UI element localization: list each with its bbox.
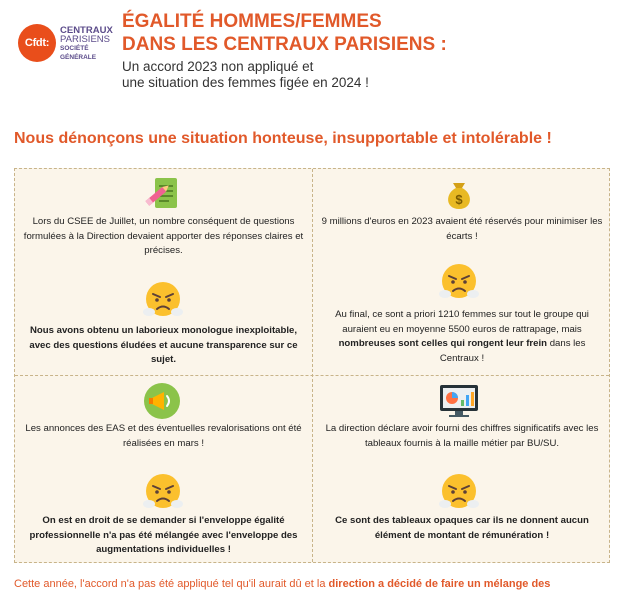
grid-divider-vertical bbox=[312, 169, 313, 562]
cell2-part1: Au final, ce sont a priori 1210 femmes sur tout le groupe qui auraient eu en moyenne 5500 euros de rattrapage, mais bbox=[335, 309, 589, 335]
logo-text bbox=[60, 26, 118, 62]
cell3-bold-text: On est en droit de se demander si l'enveloppe égalité professionnelle n'a pas été mélangée avec l'enveloppe des augmentations individuelles ! bbox=[29, 515, 298, 555]
page-title bbox=[122, 10, 602, 91]
footer-normal: Cette année, l'accord n'a pas été appliqué tel qu'il aurait dû et la bbox=[14, 578, 329, 590]
footer-text bbox=[14, 578, 614, 590]
document-pencil-icon bbox=[143, 175, 183, 213]
grid-divider-horizontal bbox=[15, 375, 609, 376]
angry-face-icon bbox=[143, 279, 183, 319]
logo-badge: Cfdt: bbox=[18, 24, 56, 62]
cell2-text: 9 millions d'euros en 2023 avaient été réservés pour minimiser les écarts ! bbox=[321, 216, 603, 242]
footer-bold: direction a décidé de faire un mélange des bbox=[328, 578, 551, 590]
angry-face-icon bbox=[439, 471, 479, 511]
cell2-paragraph bbox=[318, 308, 606, 366]
svg-text:$: $ bbox=[455, 192, 463, 207]
cell2-bold-text: nombreuses sont celles qui rongent leur frein bbox=[338, 338, 548, 349]
logo-line2: PARISIENS bbox=[60, 34, 110, 45]
subtitle-line2: une situation des femmes figée en 2024 ! bbox=[122, 75, 369, 90]
cfdt-logo bbox=[18, 24, 118, 66]
angry-face-icon bbox=[439, 261, 479, 301]
headline: Nous dénonçons une situation honteuse, insupportable et intolérable ! bbox=[14, 130, 552, 147]
cell4-text: La direction déclare avoir fourni des chiffres significatifs avec les tableaux fournis à la maille métier par BU/SU. bbox=[325, 423, 599, 449]
money-bag-icon bbox=[439, 175, 479, 213]
info-grid bbox=[14, 168, 610, 563]
angry-face-icon bbox=[143, 471, 183, 511]
header bbox=[0, 0, 620, 110]
megaphone-icon bbox=[141, 381, 183, 421]
subtitle-line1: Un accord 2023 non appliqué et bbox=[122, 59, 314, 74]
title-line2: DANS LES CENTRAUX PARISIENS : bbox=[122, 34, 447, 55]
cell1-text: Lors du CSEE de Juillet, un nombre conséquent de questions formulées à la Direction devaient apporter des réponses claires et précises. bbox=[23, 216, 304, 256]
cell2-part2: dans les Centraux ! bbox=[439, 338, 586, 364]
dashboard-monitor-icon bbox=[437, 381, 481, 421]
logo-line1: CENTRAUX bbox=[60, 25, 113, 36]
cell3-text: Les annonces des EAS et des éventuelles revalorisations ont été réalisées en mars ! bbox=[25, 423, 302, 449]
title-line1: ÉGALITÉ HOMMES/FEMMES bbox=[122, 11, 382, 32]
cell4-bold-text: Ce sont des tableaux opaques car ils ne donnent aucun élément de montant de rémunération ! bbox=[335, 515, 589, 541]
logo-line3: SOCIÉTÉ GÉNÉRALE bbox=[60, 45, 97, 61]
cell1-bold-text: Nous avons obtenu un laborieux monologue inexploitable, avec des questions éludées et aucune transparence sur ce sujet. bbox=[29, 325, 298, 365]
